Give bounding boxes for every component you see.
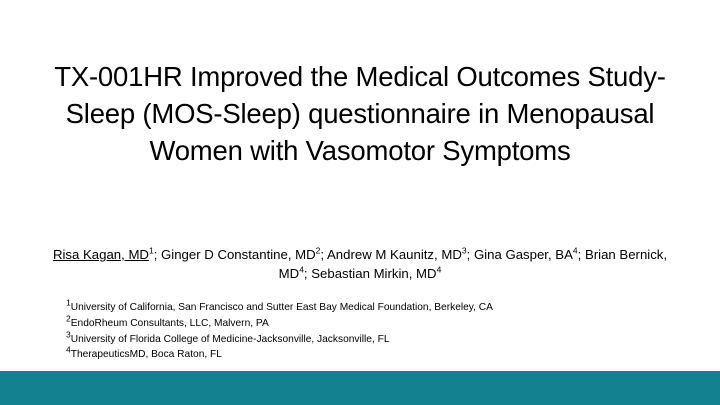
affiliation-number: 3 xyxy=(66,329,71,340)
author-name: Sebastian Mirkin, MD xyxy=(311,266,437,281)
author-separator: ; xyxy=(153,247,162,262)
author-separator: ; xyxy=(466,247,474,262)
author-name: Brian Bernick, MD xyxy=(278,247,668,281)
author-affiliation-mark: 2 xyxy=(315,245,321,256)
affiliation-text: TherapeuticsMD, Boca Raton, FL xyxy=(70,349,222,361)
affiliation-number: 4 xyxy=(66,345,71,355)
author-separator: ; xyxy=(320,247,328,262)
author xyxy=(327,247,467,262)
slide-title: TX-001HR Improved the Medical Outcomes Study-Sleep (MOS-Sleep) questionnaire in Menopausal Women with Vasomotor Symptoms xyxy=(54,61,666,166)
author-name: Ginger D Constantine, MD xyxy=(161,247,316,262)
affiliation-list xyxy=(66,297,686,363)
author-separator: ; xyxy=(303,266,312,281)
affiliation-number: 1 xyxy=(66,297,71,308)
affiliation-item xyxy=(66,297,686,316)
affiliation-text: University of California, San Francisco and Sutter East Bay Medical Foundation, Berkeley, CA xyxy=(70,302,493,313)
author-affiliation-mark: 1 xyxy=(148,245,154,256)
author-name: Andrew M Kaunitz, MD xyxy=(327,247,462,262)
author xyxy=(474,247,578,262)
author-affiliation-mark: 3 xyxy=(461,245,467,256)
author-affiliation-mark: 4 xyxy=(299,264,304,275)
author xyxy=(53,247,154,262)
author-separator: ; xyxy=(577,247,585,262)
author xyxy=(311,266,441,281)
author-list xyxy=(50,245,670,283)
author-name: Risa Kagan, MD xyxy=(52,247,149,262)
affiliation-number: 2 xyxy=(66,313,71,324)
author xyxy=(161,247,320,262)
affiliation-item xyxy=(66,329,686,348)
affiliation-text: University of Florida College of Medicine-Jacksonville, Jacksonville, FL xyxy=(70,333,390,345)
affiliation-item xyxy=(66,347,686,363)
affiliation-item xyxy=(66,313,686,332)
author-affiliation-mark: 4 xyxy=(572,245,578,256)
affiliation-text: EndoRheum Consultants, LLC, Malvern, PA xyxy=(70,317,269,329)
footer-accent-bar xyxy=(0,371,720,405)
author-affiliation-mark: 4 xyxy=(436,264,442,275)
author-name: Gina Gasper, BA xyxy=(473,247,573,262)
